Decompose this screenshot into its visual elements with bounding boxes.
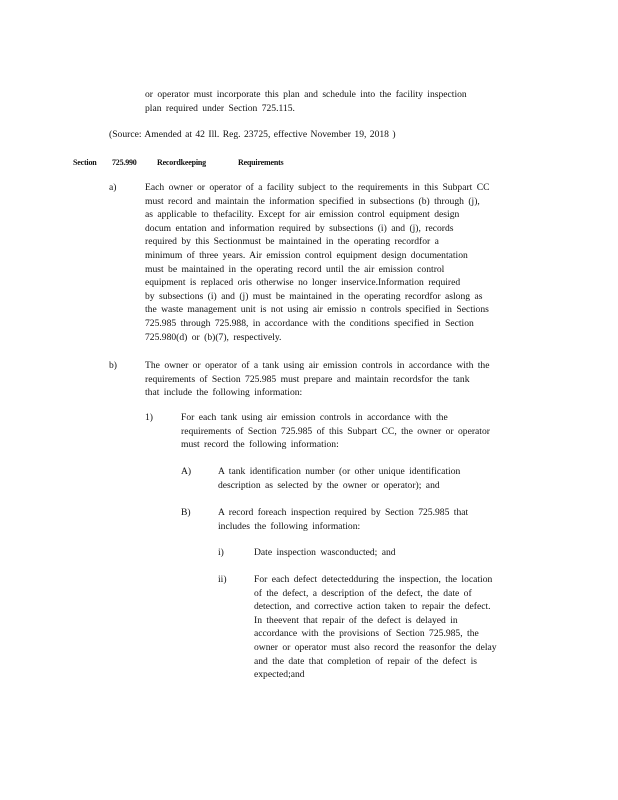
subsection-b-label: b) (109, 360, 117, 371)
text-line: minimum of three years. Air emission control equipment design documentation (145, 249, 468, 261)
text-line: by subsections (i) and (j) must be maintained in the operating recordfor aslong as (145, 290, 483, 302)
text-line: requirements of Section 725.985 must prepare and maintain recordsfor the tank (145, 373, 470, 385)
text-line: accordance with the provisions of Section 725.985, the (254, 628, 479, 640)
source-note: (Source: Amended at 42 Ill. Reg. 23725, effective November 19, 2018 ) (109, 129, 396, 140)
clause-i-label: i) (218, 547, 224, 558)
section-number: 725.990 (112, 158, 137, 167)
text-line: In theevent that repair of the defect is delayed in (254, 614, 458, 626)
subsection-a-paragraph (145, 181, 541, 344)
paragraph-1-label: 1) (145, 412, 153, 423)
section-title-word-1: Recordkeeping (157, 158, 206, 167)
subparagraph-A-label: A) (181, 466, 192, 477)
text-line: the waste management unit is not using air emissio n controls specified in Sections (145, 304, 489, 316)
text-line: 725.985 through 725.988, in accordance with the conditions specified in Section (145, 317, 474, 329)
text-line: that include the following information: (145, 387, 303, 399)
text-line: requirements of Section 725.985 of this Subpart CC, the owner or operator (181, 425, 490, 437)
clause-i-text (254, 546, 534, 560)
text-line: For each defect detectedduring the inspection, the location (254, 574, 493, 585)
section-title-word-2: Requirements (238, 158, 284, 167)
section-label: Section (73, 158, 97, 167)
clause-ii-text (254, 573, 538, 682)
text-line: docum entation and information required by subsections (i) and (j), records (145, 222, 454, 234)
text-line: or operator must incorporate this plan and schedule into the facility inspection (145, 89, 467, 100)
text-line: The owner or operator of a tank using air emission controls in accordance with the (145, 360, 490, 371)
text-line: required by this Sectionmust be maintained in the operating recordfor a (145, 236, 439, 248)
text-line: and the date that completion of repair of the defect is (254, 655, 477, 667)
text-line: must record and maintain the information specified in subsections (b) through (j), (145, 195, 480, 207)
subparagraph-B-label: B) (181, 507, 191, 518)
text-line: A record foreach inspection required by Section 725.985 that (218, 507, 469, 518)
text-line: A tank identification number (or other unique identification (218, 466, 461, 477)
text-line: expected;and (254, 669, 305, 681)
text-line: 725.980(d) or (b)(7), respectively. (145, 331, 282, 343)
paragraph-1-text (181, 411, 541, 452)
text-line: of the defect, a description of the defect, the date of (254, 587, 472, 599)
subparagraph-A-text (218, 465, 518, 492)
text-line: detection, and corrective action taken to repair the defect. (254, 601, 491, 613)
subparagraph-B-text (218, 506, 518, 533)
text-line: equipment is replaced oris otherwise no longer inservice.Information required (145, 277, 461, 289)
text-line: Date inspection wasconducted; and (254, 547, 396, 558)
text-line: must record the following information: (181, 439, 339, 451)
clause-ii-label: ii) (218, 574, 227, 585)
text-line: must be maintained in the operating record until the air emission control (145, 263, 445, 275)
text-line: description as selected by the owner or operator); and (218, 479, 440, 491)
text-line: owner or operator must also record the reasonfor the delay (254, 641, 497, 653)
intro-paragraph (145, 88, 515, 115)
text-line: plan required under Section 725.115. (145, 102, 295, 114)
text-line: as applicable to thefacility. Except for air emission control equipment design (145, 209, 460, 221)
text-line: For each tank using air emission controls in accordance with the (181, 412, 448, 423)
text-line: includes the following information: (218, 520, 361, 532)
text-line: Each owner or operator of a facility subject to the requirements in this Subpart CC (145, 182, 490, 193)
subsection-a-label: a) (109, 182, 117, 193)
subsection-b-paragraph (145, 359, 541, 400)
